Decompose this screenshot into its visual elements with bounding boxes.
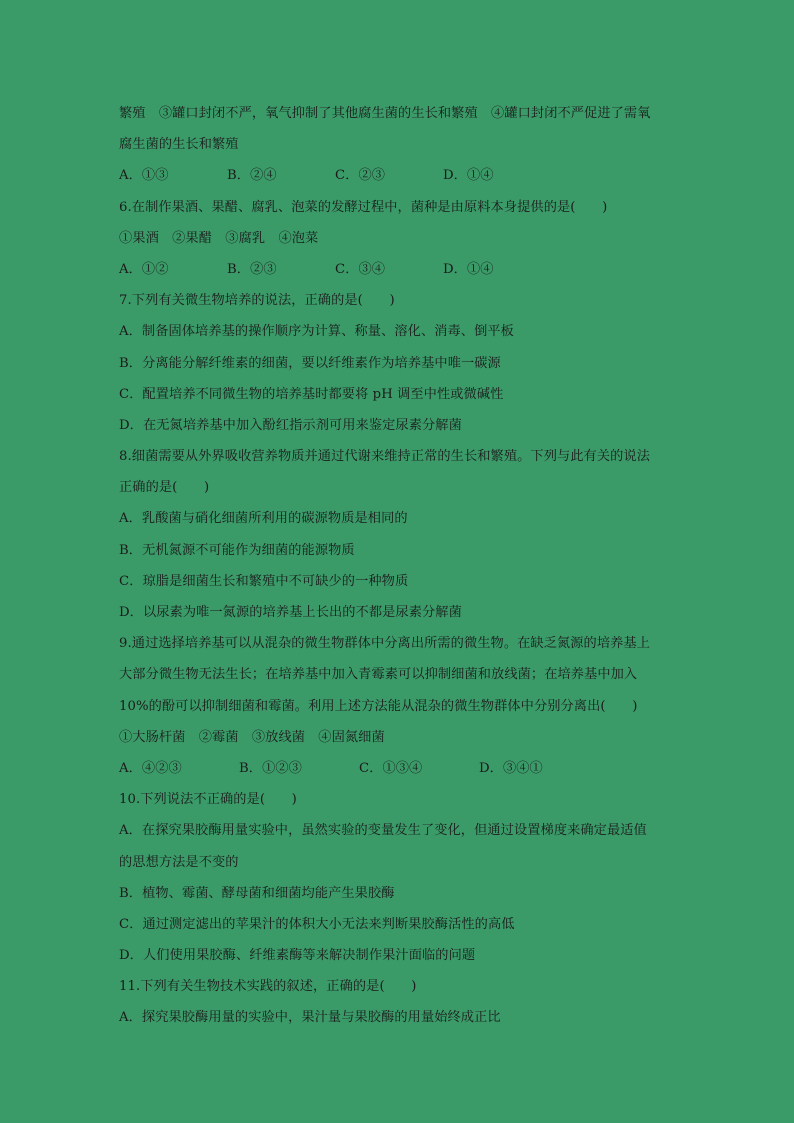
q5-stem-continued-line1: 繁殖 ③罐口封闭不严，氧气抑制了其他腐生菌的生长和繁殖 ④罐口封闭不严促进了需氧 — [119, 106, 651, 121]
q7-option-c[interactable]: C．配置培养不同微生物的培养基时都要将 pH 调至中性或微碱性 — [119, 386, 504, 402]
q6-items: ①果酒 ②果醋 ③腐乳 ④泡菜 — [119, 230, 319, 246]
q10-option-c[interactable]: C．通过测定滤出的苹果汁的体积大小无法来判断果胶酶活性的高低 — [119, 916, 515, 932]
q8-option-a[interactable]: A．乳酸菌与硝化细菌所利用的碳源物质是相同的 — [119, 511, 408, 527]
q6-option-c[interactable]: C．③④ — [335, 261, 386, 277]
q8-stem-line1: 8.细菌需要从外界吸收营养物质并通过代谢来维持正常的生长和繁殖。下列与此有关的说法 — [119, 449, 650, 465]
q5-option-d[interactable]: D．①④ — [443, 168, 494, 184]
q6-options — [119, 254, 679, 285]
q10-stem: 10.下列说法不正确的是( ) — [119, 792, 297, 808]
q9-stem-line2: 大部分微生物无法生长；在培养基中加入青霉素可以抑制细菌和放线菌；在培养基中加入 — [119, 667, 638, 683]
q6-option-b[interactable]: B．②③ — [227, 261, 277, 277]
exam-content — [119, 98, 679, 1034]
q6-stem: 6.在制作果酒、果醋、腐乳、泡菜的发酵过程中，菌种是由原料本身提供的是( ) — [119, 199, 608, 215]
q11-option-a[interactable]: A．探究果胶酶用量的实验中，果汁量与果胶酶的用量始终成正比 — [119, 1010, 501, 1026]
q7-option-d[interactable]: D．在无氮培养基中加入酚红指示剂可用来鉴定尿素分解菌 — [119, 417, 462, 433]
q9-option-d[interactable]: D．③④① — [479, 760, 543, 776]
q8-option-b[interactable]: B．无机氮源不可能作为细菌的能源物质 — [119, 542, 355, 558]
q5-option-c[interactable]: C．②③ — [335, 168, 386, 184]
q9-option-a[interactable]: A．④②③ — [119, 760, 182, 776]
q5-options — [119, 160, 679, 191]
q10-option-a-line1[interactable]: A．在探究果胶酶用量实验中，虽然实验的变量发生了变化，但通过设置梯度来确定最适值 — [119, 823, 647, 839]
q9-stem-line3: 10%的酚可以抑制细菌和霉菌。利用上述方法能从混杂的微生物群体中分别分离出( ) — [119, 698, 638, 714]
q8-stem-line2: 正确的是( ) — [119, 480, 210, 496]
q9-option-b[interactable]: B．①②③ — [239, 760, 302, 776]
q9-stem-line1: 9.通过选择培养基可以从混杂的微生物群体中分离出所需的微生物。在缺乏氮源的培养基上 — [119, 636, 650, 652]
q10-option-d[interactable]: D．人们使用果胶酶、纤维素酶等来解决制作果汁面临的问题 — [119, 948, 476, 964]
q5-stem-continued-line2: 腐生菌的生长和繁殖 — [119, 137, 239, 153]
q6-option-a[interactable]: A．①② — [119, 261, 169, 277]
q9-option-c[interactable]: C．①③④ — [359, 760, 423, 776]
q8-option-c[interactable]: C．琼脂是细菌生长和繁殖中不可缺少的一种物质 — [119, 573, 409, 589]
q5-option-b[interactable]: B．②④ — [227, 168, 277, 184]
q11-stem: 11.下列有关生物技术实践的叙述，正确的是( ) — [119, 979, 417, 995]
q9-items: ①大肠杆菌 ②霉菌 ③放线菌 ④固氮细菌 — [119, 729, 385, 745]
q7-stem: 7.下列有关微生物培养的说法，正确的是( ) — [119, 293, 395, 309]
q7-option-b[interactable]: B．分离能分解纤维素的细菌，要以纤维素作为培养基中唯一碳源 — [119, 355, 501, 371]
q9-options — [119, 753, 679, 784]
q5-option-a[interactable]: A．①③ — [119, 168, 169, 184]
q7-option-a[interactable]: A．制备固体培养基的操作顺序为计算、称量、溶化、消毒、倒平板 — [119, 324, 514, 340]
q8-option-d[interactable]: D．以尿素为唯一氮源的培养基上长出的不都是尿素分解菌 — [119, 605, 462, 620]
q6-option-d[interactable]: D．①④ — [443, 261, 494, 277]
q10-option-b[interactable]: B．植物、霉菌、酵母菌和细菌均能产生果胶酶 — [119, 885, 395, 901]
q10-option-a-line2[interactable]: 的思想方法是不变的 — [119, 854, 239, 870]
